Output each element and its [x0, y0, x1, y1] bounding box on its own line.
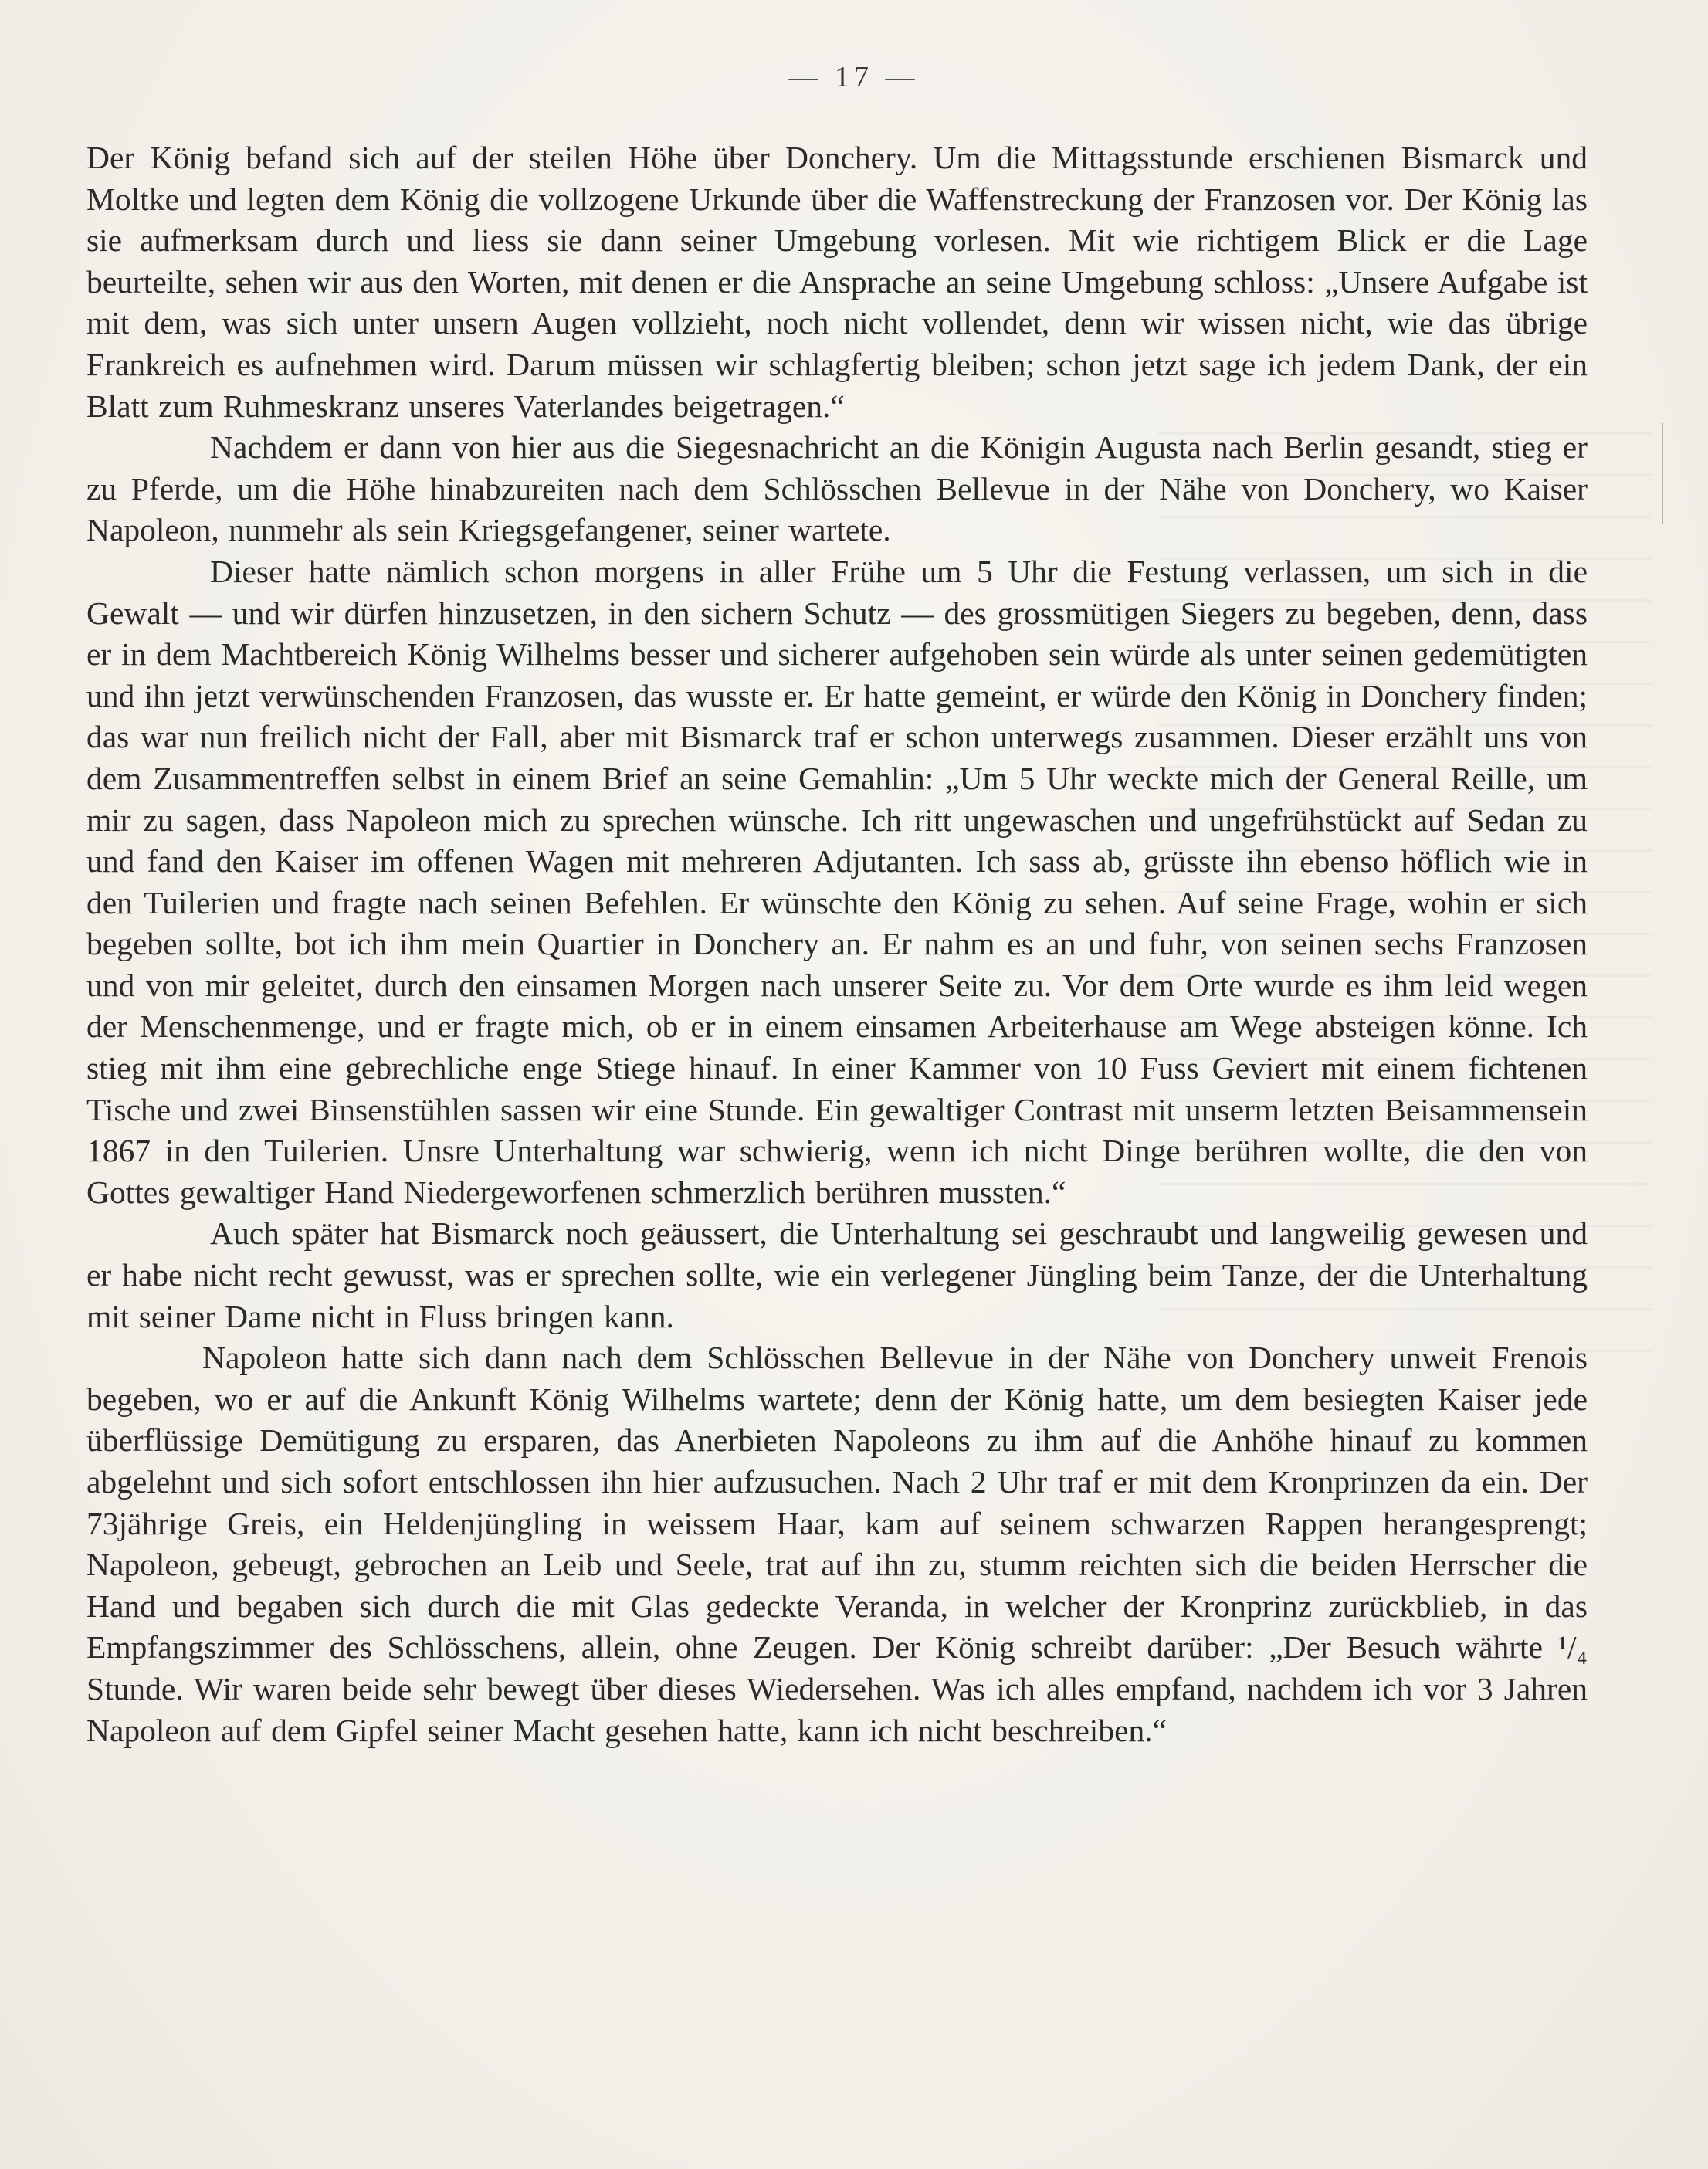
paragraph-5: Napoleon hatte sich dann nach dem Schlösschen Bellevue in der Nähe von Donchery unweit Frenois begeben, wo er auf die Ankunft König Wilhelms wartete; denn der König hatte, um dem besiegten Kaiser jede überflüssige Demütigung zu ersparen, das Anerbieten Napoleons zu ihm auf die Anhöhe hinauf zu kommen abgelehnt und sich sofort entschlossen ihn hier aufzusuchen. Nach 2 Uhr traf er mit dem Kronprinzen da ein. Der 73jährige Greis, ein Heldenjüngling in weissem Haar, kam auf seinem schwarzen Rappen herangesprengt; Napoleon, gebeugt, gebrochen an Leib und Seele, trat auf ihn zu, stumm reichten sich die beiden Herrscher die Hand und begaben sich durch die mit Glas gedeckte Veranda, in welcher der Kronprinz zurückblieb, in das Empfangszimmer des Schlösschens, allein, ohne Zeugen. Der König schreibt darüber: „Der Besuch währte ¹/₄ Stunde. Wir waren beide sehr bewegt über dieses Wiedersehen. Was ich alles empfand, nachdem ich vor 3 Jahren Napoleon auf dem Gipfel seiner Macht gesehen hatte, kann ich nicht beschreiben.“	[86, 1340, 1588, 1748]
paragraph-1: Der König befand sich auf der steilen Höhe über Donchery. Um die Mittagsstunde erschienen Bismarck und Moltke und legten dem König die vollzogene Urkunde über die Waffenstreckung der Franzosen vor. Der König las sie aufmerksam durch und liess sie dann seiner Umgebung vorlesen. Mit wie richtigem Blick er die Lage beurteilte, sehen wir aus den Worten, mit denen er die Ansprache an seine Umgebung schloss: „Unsere Aufgabe ist mit dem, was sich unter unsern Augen vollzieht, noch nicht vollendet, denn wir wissen nicht, wie das übrige Frankreich es aufnehmen wird. Darum müssen wir schlagfertig bleiben; schon jetzt sage ich jedem Dank, der ein Blatt zum Ruhmeskranz unseres Vaterlandes beigetragen.“	[86, 140, 1588, 424]
page-number: — 17 —	[788, 61, 920, 93]
margin-mark	[1662, 423, 1663, 524]
body-text	[86, 137, 1588, 1751]
paragraph-2: Nachdem er dann von hier aus die Siegesnachricht an die Königin Augusta nach Berlin gesandt, stieg er zu Pferde, um die Höhe hinabzureiten nach dem Schlösschen Bellevue in der Nähe von Donchery, wo Kaiser Napoleon, nunmehr als sein Kriegsgefangener, seiner wartete.	[86, 429, 1588, 548]
paragraph-4: Auch später hat Bismarck noch geäussert, die Unterhaltung sei geschraubt und langweilig gewesen und er habe nicht recht gewusst, was er sprechen sollte, wie ein verlegener Jüngling beim Tanze, der die Unterhaltung mit seiner Dame nicht in Fluss bringen kann.	[86, 1215, 1588, 1334]
paragraph-3: Dieser hatte nämlich schon morgens in aller Frühe um 5 Uhr die Festung verlassen, um sich in die Gewalt — und wir dürfen hinzusetzen, in den sichern Schutz — des grossmütigen Siegers zu begeben, denn, dass er in dem Machtbereich König Wilhelms besser und sicherer aufgehoben sein würde als unter seinen gedemütigten und ihn jetzt verwünschenden Franzosen, das wusste er. Er hatte gemeint, er würde den König in Donchery finden; das war nun freilich nicht der Fall, aber mit Bismarck traf er schon unterwegs zusammen. Dieser erzählt uns von dem Zusammentreffen selbst in einem Brief an seine Gemahlin: „Um 5 Uhr weckte mich der General Reille, um mir zu sagen, dass Napoleon mich zu sprechen wünsche. Ich ritt ungewaschen und ungefrühstückt auf Sedan zu und fand den Kaiser im offenen Wagen mit mehreren Adjutanten. Ich sass ab, grüsste ihn ebenso höflich wie in den Tuilerien und fragte nach seinen Befehlen. Er wünschte den König zu sehen. Auf seine Frage, wohin er sich begeben sollte, bot ich ihm mein Quartier in Donchery an. Er nahm es an und fuhr, von seinen sechs Franzosen und von mir geleitet, durch den einsamen Morgen nach unserer Seite zu. Vor dem Orte wurde es ihm leid wegen der Menschenmenge, und er fragte mich, ob er in einem einsamen Arbeiterhause am Wege absteigen könne. Ich stieg mit ihm eine gebrechliche enge Stiege hinauf. In einer Kammer von 10 Fuss Geviert mit einem fichtenen Tische und zwei Binsenstühlen sassen wir eine Stunde. Ein gewaltiger Contrast mit unserm letzten Beisammensein 1867 in den Tuilerien. Unsre Unterhaltung war schwierig, wenn ich nicht Dinge berühren wollte, die den von Gottes gewaltiger Hand Niedergeworfenen schmerzlich berühren mussten.“	[86, 553, 1588, 1210]
